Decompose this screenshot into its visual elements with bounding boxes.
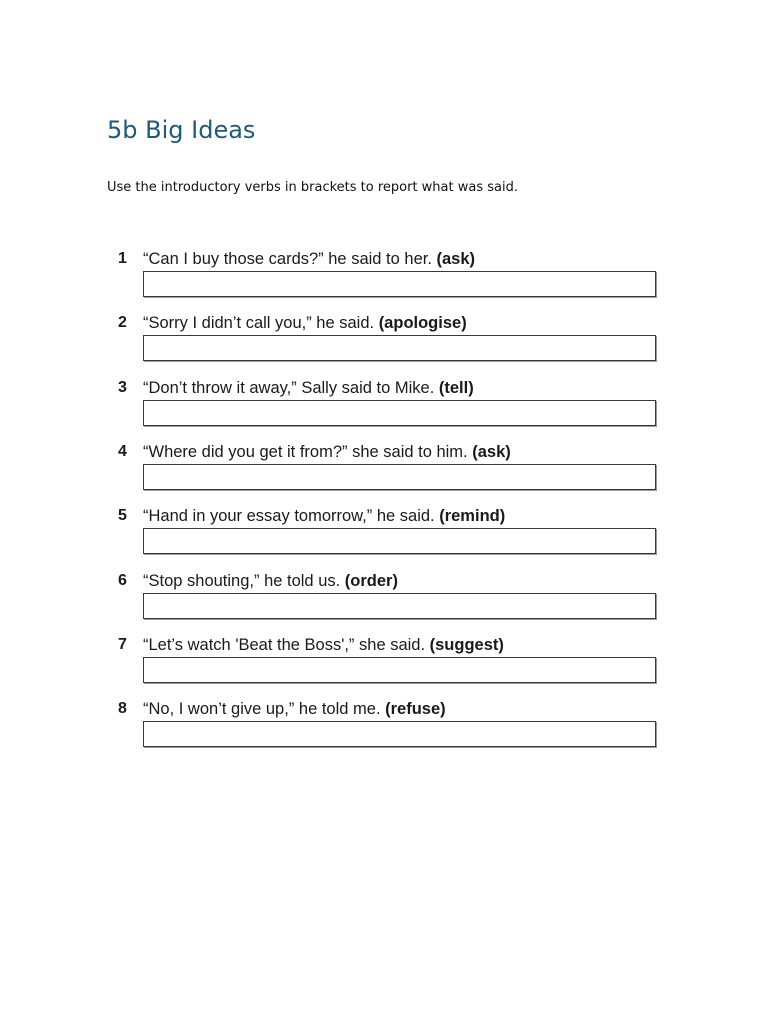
item-quote: “Stop shouting,” he told us. (143, 572, 345, 590)
exercise-item (0, 313, 768, 377)
answer-field[interactable] (143, 335, 656, 361)
answer-field[interactable] (143, 271, 656, 297)
answer-field[interactable] (143, 400, 656, 426)
item-prompt (143, 378, 474, 398)
exercise-item (0, 378, 768, 442)
page-title: 5b Big Ideas (107, 116, 256, 144)
exercise-item (0, 699, 768, 763)
answer-field[interactable] (143, 657, 656, 683)
item-number: 1 (118, 250, 127, 267)
item-verb: (apologise) (378, 314, 467, 332)
item-number: 6 (118, 572, 127, 589)
item-prompt (143, 313, 467, 333)
item-verb: (remind) (439, 507, 506, 525)
item-prompt (143, 249, 475, 269)
item-prompt (143, 506, 505, 526)
item-prompt (143, 635, 504, 655)
item-quote: “Hand in your essay tomorrow,” he said. (143, 507, 440, 525)
item-verb: (refuse) (385, 700, 446, 718)
item-number: 2 (118, 314, 127, 331)
item-quote: “Sorry I didn’t call you,” he said. (143, 314, 379, 332)
answer-field[interactable] (143, 721, 656, 747)
exercise-item (0, 506, 768, 570)
item-prompt (143, 442, 511, 462)
item-verb: (tell) (438, 379, 474, 397)
item-verb: (ask) (472, 443, 511, 461)
item-number: 7 (118, 636, 127, 653)
answer-field[interactable] (143, 464, 656, 490)
answer-field[interactable] (143, 528, 656, 554)
item-number: 8 (118, 700, 127, 717)
answer-field[interactable] (143, 593, 656, 619)
item-quote: “Where did you get it from?” she said to him. (143, 443, 473, 461)
exercise-item (0, 249, 768, 313)
item-verb: (order) (344, 572, 398, 590)
item-number: 4 (118, 443, 127, 460)
item-quote: “Don’t throw it away,” Sally said to Mike. (143, 379, 439, 397)
exercise-item (0, 571, 768, 635)
item-quote: “Let’s watch 'Beat the Boss',” she said. (143, 636, 430, 654)
item-quote: “No, I won’t give up,” he told me. (143, 700, 386, 718)
exercise-item (0, 442, 768, 506)
item-verb: (suggest) (429, 636, 504, 654)
item-verb: (ask) (436, 250, 476, 268)
item-number: 5 (118, 507, 127, 524)
item-prompt (143, 571, 398, 591)
exercise-item (0, 635, 768, 699)
item-quote: “Can I buy those cards?” he said to her. (143, 250, 437, 268)
item-prompt (143, 699, 446, 719)
instructions-text: Use the introductory verbs in brackets to report what was said. (107, 180, 518, 195)
item-number: 3 (118, 379, 127, 396)
